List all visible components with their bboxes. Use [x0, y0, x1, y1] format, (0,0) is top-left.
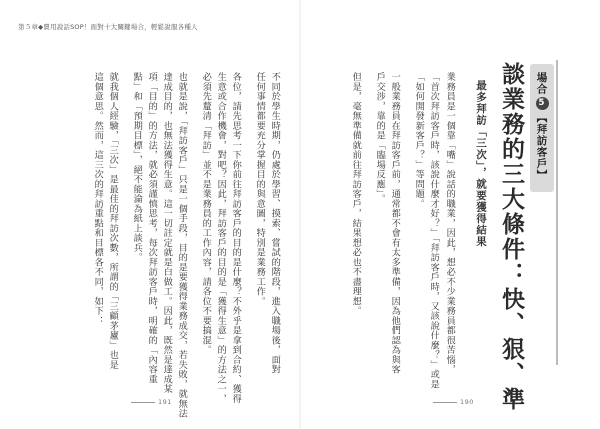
tag-label: 【拜訪客戶】	[535, 112, 548, 181]
page-number-left: 191	[128, 398, 172, 406]
right-quote-line: 「首次拜訪客戶時，該說什麼才好？」「拜訪客戶時，又該說什麼？」或是	[428, 72, 440, 390]
tag-prefix: 場合	[535, 72, 548, 95]
right-paragraph-1: 業務員是一個靠「嘴」說話的職業，因此，想必不少業務員都很苦惱，	[444, 72, 456, 375]
chapter-subtitle: 最多拜訪「三次」，就要獲得結果	[475, 80, 487, 248]
left-paragraph-1: 不同於學生時期，仍處於學習、摸索、嘗試的階段，進入職場後，面對	[269, 72, 281, 375]
section-tag-bar	[556, 60, 558, 365]
tag-number-badge: 5	[536, 97, 549, 110]
left-paragraph-5: 必須先釐清「拜訪」並不是業務員的工作內容，請各位不要搞混。	[200, 72, 212, 355]
running-head: 第５章◆賣用說話SOP！面對十大關鍵場合，輕鬆說服各種人	[18, 23, 198, 31]
chapter-title: 談業務的三大條件：快、狠、準	[498, 62, 524, 412]
right-paragraph-5: 但是，毫無準備就前往拜訪客戶，結果想必也不盡理想。	[350, 72, 362, 316]
left-paragraph-9: 點」和「預期目標」，絕不能淪為紙上談兵。	[131, 72, 143, 263]
left-paragraph-6: 也就是說，「拜訪客戶」只是一個手段，目的是要獲得業務成交，若失敗，就無法	[176, 72, 188, 419]
left-paragraph-8: 項「目的」的方法，就必須謹慎思考，每次拜訪客戶時，明確的「內容重	[146, 72, 158, 384]
book-gutter	[299, 0, 301, 429]
right-paragraph-2: 「如何開發新客戶？」等問題。	[413, 72, 425, 209]
left-paragraph-3: 各位，請先思考一下你前往拜訪客戶的目的是什麼？不外乎是拿到合約、獲得	[230, 72, 242, 404]
page-number-right: 190	[430, 398, 474, 406]
right-paragraph-4: 戶交涉，靠的是「臨場反應」。	[374, 72, 386, 204]
left-paragraph-4: 生意或合作機會，對吧？因此，拜訪客戶的目的是「獲得生意」的方法之一，	[215, 72, 227, 404]
left-paragraph-10: 就我個人經驗，「三次」是最佳的拜訪次數，所謂的「三顧茅廬」也是	[107, 72, 119, 370]
left-paragraph-2: 任何事情都要充分掌握目的與意圖，特別是業務工作。	[254, 72, 266, 306]
left-paragraph-7: 達成目的，也無法獲得生意。這一切註定就是白做工。因此，既然是達成某	[161, 72, 173, 394]
right-paragraph-3: 一般業務員在拜訪客戶前，通常都不會有太多準備，因為他們認為與客	[389, 72, 401, 375]
left-paragraph-11: 這個意思。然而，這三次的拜訪重點和目標各不同，如下：	[92, 72, 104, 326]
section-tag	[530, 64, 554, 192]
